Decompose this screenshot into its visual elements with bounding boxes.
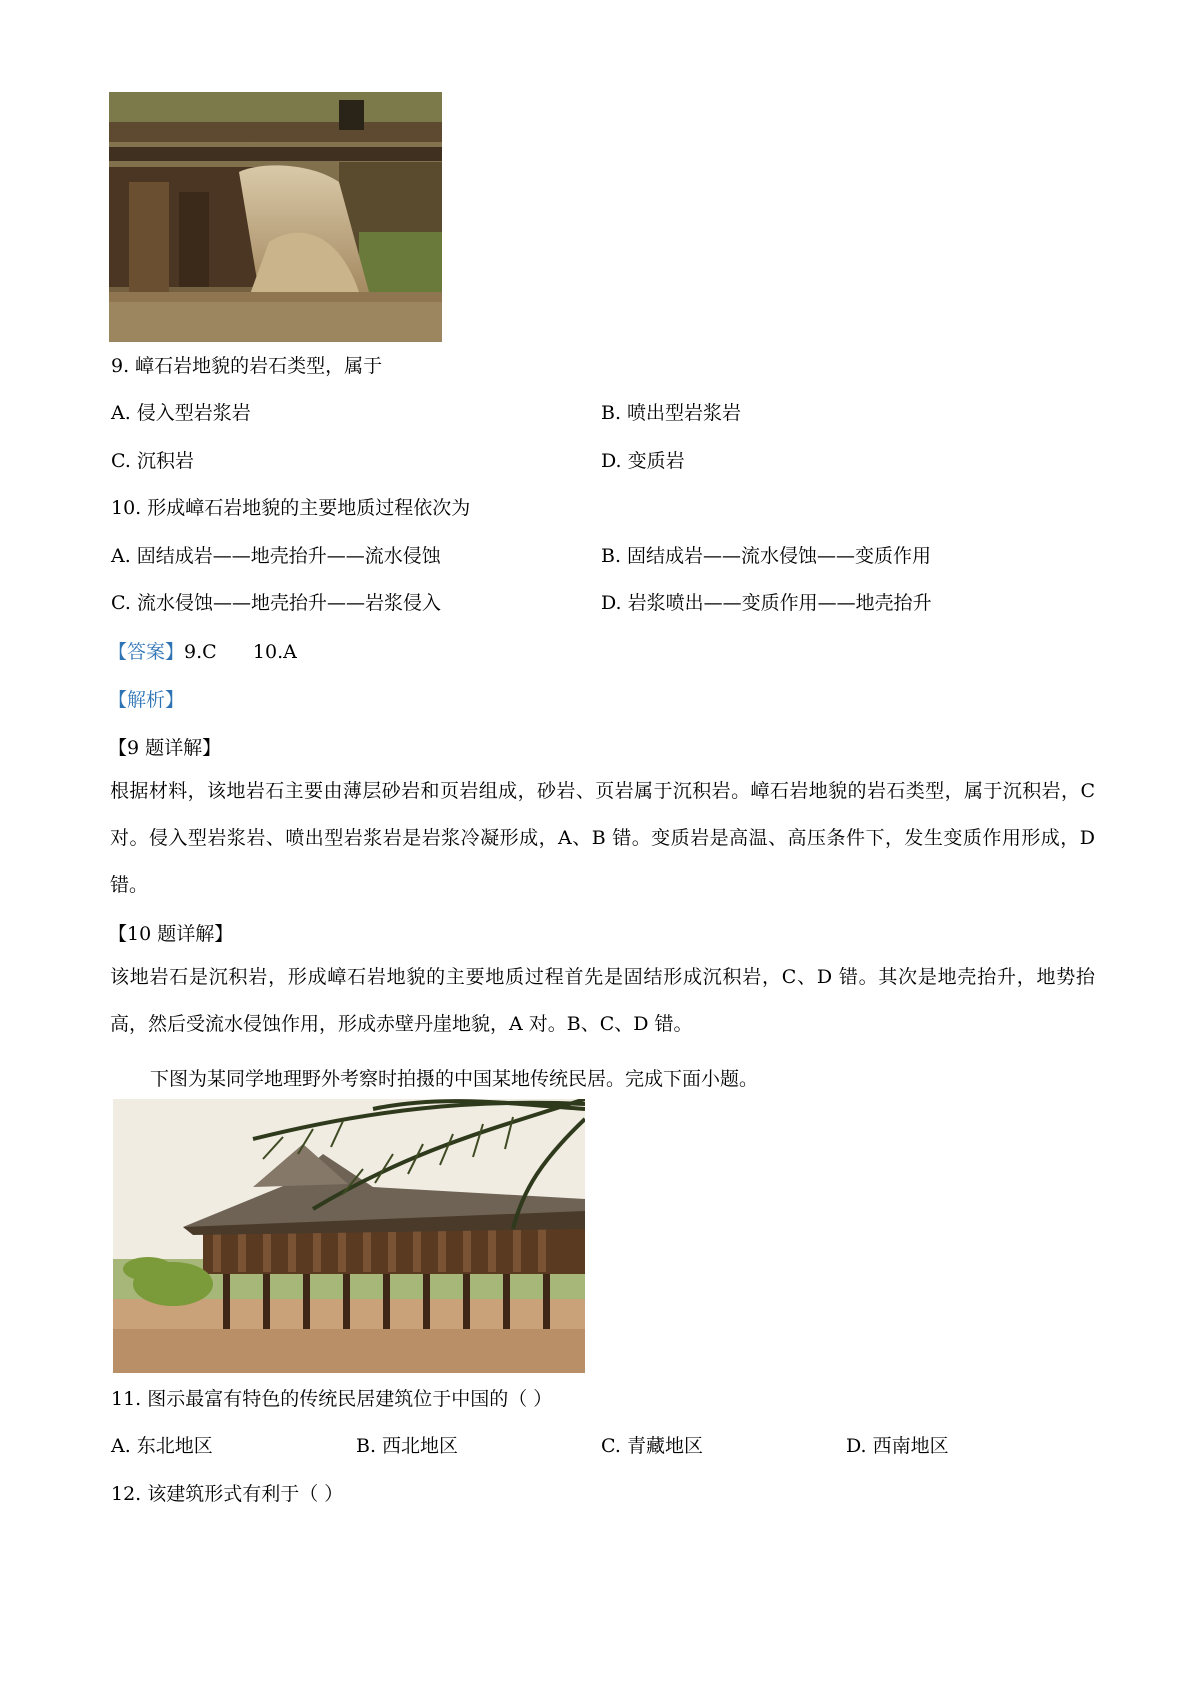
answer-value: 9.C 10.A bbox=[184, 641, 297, 663]
q12-stem: 12. 该建筑形式有利于（ ） bbox=[111, 1483, 344, 1505]
q9-option-a: A. 侵入型岩浆岩 bbox=[111, 402, 251, 424]
q10-option-d: D. 岩浆喷出——变质作用——地壳抬升 bbox=[601, 592, 932, 614]
q10-option-c: C. 流水侵蚀——地壳抬升——岩浆侵入 bbox=[111, 592, 441, 614]
q10-option-b: B. 固结成岩——流水侵蚀——变质作用 bbox=[601, 545, 932, 567]
q11-stem: 11. 图示最富有特色的传统民居建筑位于中国的（ ） bbox=[111, 1388, 553, 1410]
q11-option-c: C. 青藏地区 bbox=[601, 1435, 703, 1457]
q9-option-c: C. 沉积岩 bbox=[111, 450, 194, 472]
analysis-label: 【解析】 bbox=[108, 689, 185, 711]
waterfall-photo bbox=[109, 92, 442, 342]
q9-option-d: D. 变质岩 bbox=[601, 450, 685, 472]
q9-detail-title: 【9 题详解】 bbox=[108, 737, 222, 759]
q9-stem: 9. 嶂石岩地貌的岩石类型，属于 bbox=[111, 355, 383, 377]
q11-option-a: A. 东北地区 bbox=[111, 1435, 213, 1457]
stilt-house-photo bbox=[113, 1099, 585, 1373]
q10-detail-title: 【10 题详解】 bbox=[108, 923, 234, 945]
q11-option-b: B. 西北地区 bbox=[356, 1435, 459, 1457]
q10-detail-body: 该地岩石是沉积岩，形成嶂石岩地貌的主要地质过程首先是固结形成沉积岩，C、D 错。其次是地壳抬升，地势抬高，然后受流水侵蚀作用，形成赤壁丹崖地貌，A 对。B、C、D 错。 bbox=[110, 966, 1095, 1035]
q9-detail-body: 根据材料，该地岩石主要由薄层砂岩和页岩组成，砂岩、页岩属于沉积岩。嶂石岩地貌的岩石类型，属于沉积岩，C 对。侵入型岩浆岩、喷出型岩浆岩是岩浆冷凝形成，A、B 错。变质岩是高温、高压条件下，发生变质作用形成，D 错。 bbox=[110, 780, 1095, 896]
q11-option-d: D. 西南地区 bbox=[846, 1435, 949, 1457]
answer-line bbox=[108, 637, 297, 664]
intro-text: 下图为某同学地理野外考察时拍摄的中国某地传统民居。完成下面小题。 bbox=[150, 1068, 759, 1090]
q10-option-a: A. 固结成岩——地壳抬升——流水侵蚀 bbox=[111, 545, 441, 567]
q10-stem: 10. 形成嶂石岩地貌的主要地质过程依次为 bbox=[111, 497, 471, 519]
answer-label: 【答案】 bbox=[108, 641, 185, 663]
q9-option-b: B. 喷出型岩浆岩 bbox=[601, 402, 742, 424]
